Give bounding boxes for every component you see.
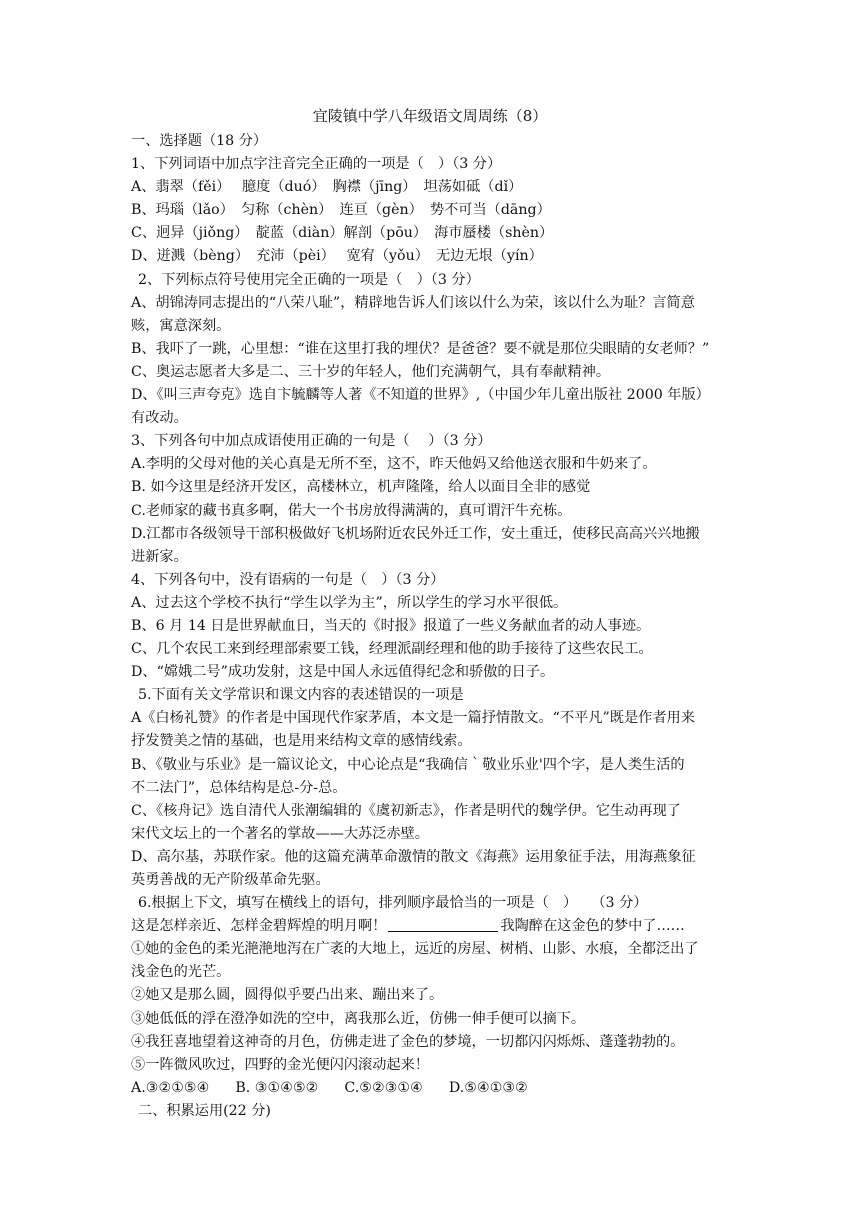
q6-option-a: A.③②①⑤④ xyxy=(131,1079,210,1096)
q6-sentence-2: ②她又是那么圆，圆得似乎要凸出来、蹦出来了。 xyxy=(131,987,444,1004)
q4-option-b: B、6 月 14 日是世界献血日，当天的《时报》报道了一些义务献血者的动人事迹。 xyxy=(131,617,651,634)
q1-option-b: B、玛瑙（lǎo） 匀称（chèn） 连亘（gèn） 势不可当（dāng） xyxy=(131,202,551,219)
q4-option-a: A、过去这个学校不执行“学生以学为主”，所以学生的学习水平很低。 xyxy=(131,594,568,611)
q2-stem: 2、下列标点符号使用完全正确的一项是（ ）（3 分） xyxy=(138,271,480,288)
q5-option-b-cont: 不二法门”，总体结构是总-分-总。 xyxy=(131,779,347,796)
section-heading-2: 二、积累运用(22 分) xyxy=(138,1102,271,1119)
question-body xyxy=(131,130,736,1123)
q4-option-d: D、“嫦娥二号”成功发射，这是中国人永远值得纪念和骄傲的日子。 xyxy=(131,664,555,681)
q5-option-a: A《白杨礼赞》的作者是中国现代作家茅盾，本文是一篇抒情散文。“不平凡”既是作者用来 xyxy=(131,710,695,727)
q6-stem: 6.根据上下文，填写在横线上的语句，排列顺序最恰当的一项是（ ） （3 分） xyxy=(138,895,648,912)
q3-option-b: B. 如今这里是经济开发区，高楼林立，机声隆隆，给人以面目全非的感觉 xyxy=(131,479,591,496)
q2-option-b: B、我吓了一跳，心里想：“谁在这里打我的埋伏？是爸爸？要不就是那位尖眼睛的女老师？” xyxy=(131,340,710,357)
q2-option-a: A、胡锦涛同志提出的“八荣八耻”，精辟地告诉人们该以什么为荣，该以什么为耻？言简意 xyxy=(131,294,695,311)
q5-option-b: B、《敬业与乐业》是一篇议论文，中心论点是“我确信｀敬业乐业'四个字，是人类生活的 xyxy=(131,756,685,773)
q6-option-c: C.⑤②③①④ xyxy=(344,1079,423,1096)
q3-stem: 3、下列各句中加点成语使用正确的一句是（ ）（3 分） xyxy=(131,433,492,450)
q3-option-a: A.李明的父母对他的关心真是无所不至，这不，昨天他妈又给他送衣服和牛奶来了。 xyxy=(131,456,657,473)
q6-sentence-4: ④我狂喜地望着这神奇的月色，仿佛走进了金色的梦境，一切都闪闪烁烁、蓬蓬勃勃的。 xyxy=(131,1033,685,1050)
q1-option-c: C、迥异（jiǒng） 靛蓝（diàn）解剖（pōu） 海市蜃楼（shèn） xyxy=(131,225,554,242)
q6-context-before: 这是怎样亲近、怎样金碧辉煌的明月啊！ xyxy=(131,918,387,935)
q4-option-c: C、几个农民工来到经理部索要工钱，经理派副经理和他的助手接待了这些农民工。 xyxy=(131,641,653,658)
q3-option-d: D.江都市各级领导干部积极做好飞机场附近农民外迁工作，安土重迁，使移民高高兴兴地搬 xyxy=(131,525,700,542)
q3-option-c: C.老师家的藏书真多啊，偌大一个书房放得满满的，真可谓汗牛充栋。 xyxy=(131,502,572,519)
q5-option-d-cont: 英勇善战的无产阶级革命先驱。 xyxy=(131,872,330,888)
section-heading-1: 一、选择题（18 分） xyxy=(131,133,268,149)
q1-option-a: A、翡翠（fěi） 臆度（duó） 胸襟（jīng） 坦荡如砥（dǐ） xyxy=(131,179,523,196)
q6-sentence-3: ③她低低的浮在澄净如洗的空中，离我那么近，仿佛一伸手便可以摘下。 xyxy=(131,1010,586,1027)
q5-option-c: C、《核舟记》选自清代人张潮编辑的《虞初新志》，作者是明代的魏学伊。它生动再现了 xyxy=(131,802,681,819)
q1-stem: 1、下列词语中加点字注音完全正确的一项是（ ）（3 分） xyxy=(131,156,502,173)
q1-option-d: D、迸溅（bèng） 充沛（pèi） 宽宥（yǒu） 无边无垠（yín） xyxy=(131,248,543,265)
fill-in-blank-line xyxy=(388,917,498,932)
q4-stem: 4、下列各句中，没有语病的一句是（ ）（3 分） xyxy=(131,571,445,588)
q6-sentence-5: ⑤一阵微风吹过，四野的金光便闪闪滚动起来！ xyxy=(131,1056,429,1073)
q6-sentence-1: ①她的金色的柔光滟滟地泻在广袤的大地上，远近的房屋、树梢、山影、水痕，全都泛出了 xyxy=(131,941,699,958)
q6-options xyxy=(131,1077,736,1100)
q5-option-c-cont: 宋代文坛上的一个著名的掌故——大苏泛赤壁。 xyxy=(131,825,429,842)
q3-option-d-cont: 进新家。 xyxy=(131,548,188,565)
q2-option-c: C、奥运志愿者大多是二、三十岁的年轻人，他们充满朝气，具有奉献精神。 xyxy=(131,363,611,380)
q2-option-d-cont: 有改动。 xyxy=(131,410,188,427)
q2-option-d: D、《叫三声夸克》选自卞毓麟等人著《不知道的世界》,（中国少年儿童出版社 2000 年版） xyxy=(131,387,710,404)
q2-option-a-cont: 赅，寓意深刻。 xyxy=(131,317,231,334)
q6-option-b: B. ③①④⑤② xyxy=(235,1079,319,1096)
q5-option-d: D、高尔基，苏联作家。他的这篇充满革命激情的散文《海燕》运用象征手法，用海燕象征 xyxy=(131,848,696,865)
page-title: 宜陵镇中学八年级语文周周练（8） xyxy=(312,107,548,125)
q6-sentence-1-cont: 浅金色的光芒。 xyxy=(131,964,231,981)
q6-option-d: D.⑤④①③② xyxy=(448,1079,528,1096)
q6-context xyxy=(131,915,736,938)
q5-option-a-cont: 抒发赞美之情的基础，也是用来结构文章的感情线索。 xyxy=(131,733,472,750)
q6-context-after: 我陶醉在这金色的梦中了…… xyxy=(500,918,685,935)
q5-stem: 5.下面有关文学常识和课文内容的表述错误的一项是 xyxy=(138,687,464,704)
